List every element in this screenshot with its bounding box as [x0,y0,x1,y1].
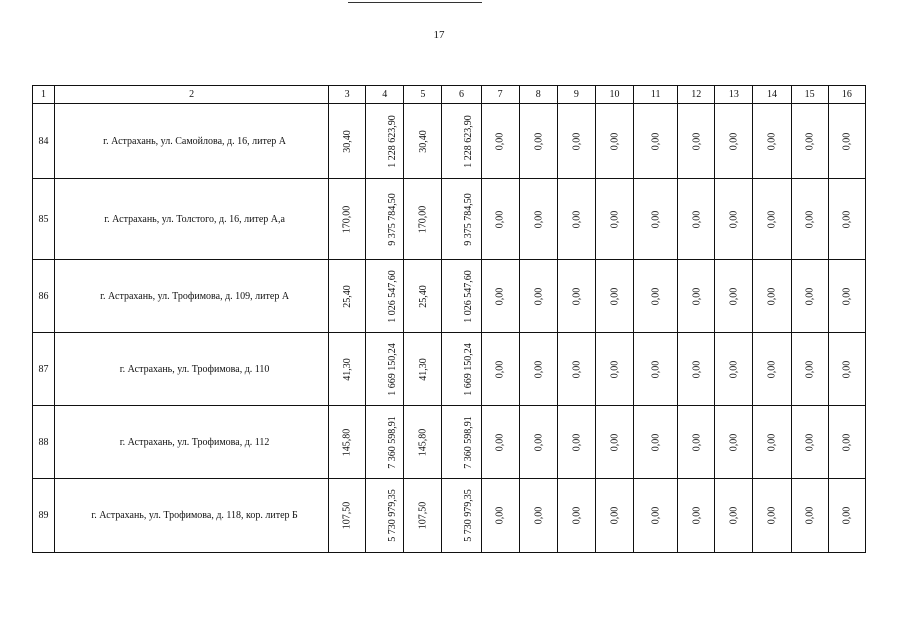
table-row [33,479,866,553]
address-cell [55,260,329,333]
zero-value: 0,00 [532,132,544,150]
zero-value-cell [753,333,791,406]
zero-value-cell [753,104,791,179]
zero-value: 0,00 [841,433,853,451]
zero-value: 0,00 [650,210,662,228]
area-value-cell [404,104,442,179]
zero-value: 0,00 [570,506,582,525]
top-rule [348,2,482,3]
zero-value-cell [519,260,557,333]
column-header: 16 [828,86,865,104]
zero-value: 0,00 [570,287,582,305]
zero-value: 0,00 [804,360,816,378]
area-value: 170,00 [341,205,353,233]
column-header: 2 [55,86,329,104]
cost-value: 1 669 150,24 [386,342,398,396]
address-cell [55,179,329,260]
zero-value: 0,00 [570,360,582,378]
zero-value: 0,00 [728,506,740,525]
zero-value: 0,00 [494,506,506,525]
row-number-cell [33,260,55,333]
column-header: 6 [442,86,481,104]
zero-value-cell [595,333,633,406]
cost-value-cell [366,333,404,406]
cost-value-cell [366,406,404,479]
page-number: 17 [433,29,445,41]
row-number: 88 [38,436,49,448]
zero-value: 0,00 [841,132,853,150]
row-number: 89 [38,510,49,521]
zero-value-cell [595,104,633,179]
zero-value: 0,00 [650,506,662,525]
area-value: 145,80 [341,428,353,456]
address-cell [55,479,329,553]
zero-value: 0,00 [650,433,662,451]
zero-value: 0,00 [690,210,702,228]
zero-value-cell [715,406,753,479]
zero-value: 0,00 [728,132,740,150]
zero-value-cell [753,179,791,260]
zero-value-cell [481,333,519,406]
column-header: 10 [595,86,633,104]
row-number: 86 [38,290,49,302]
zero-value: 0,00 [532,433,544,451]
zero-value: 0,00 [841,360,853,378]
zero-value-cell [715,104,753,179]
zero-value: 0,00 [650,132,662,150]
zero-value: 0,00 [690,132,702,150]
zero-value-cell [828,333,865,406]
column-header: 5 [404,86,442,104]
area-value: 30,40 [341,129,353,153]
zero-value: 0,00 [494,132,506,150]
cost-value: 5 730 979,35 [463,489,475,542]
cost-value: 9 375 784,50 [386,192,398,246]
table-row [33,260,866,333]
zero-value: 0,00 [609,433,621,451]
zero-value-cell [519,479,557,553]
cost-value-cell [442,406,481,479]
zero-value: 0,00 [494,287,506,305]
cost-value: 1 669 150,24 [463,342,475,396]
zero-value: 0,00 [766,433,778,451]
cost-value-cell [442,104,481,179]
row-number-cell [33,333,55,406]
area-value: 25,40 [341,284,353,308]
cost-value-cell [366,260,404,333]
zero-value: 0,00 [690,433,702,451]
column-header: 13 [715,86,753,104]
zero-value-cell [678,333,715,406]
zero-value-cell [791,406,828,479]
zero-value-cell [481,260,519,333]
cost-value-cell [442,479,481,553]
cost-value: 9 375 784,50 [463,192,475,246]
column-header: 9 [557,86,595,104]
zero-value-cell [678,479,715,553]
zero-value-cell [791,104,828,179]
zero-value: 0,00 [766,360,778,378]
cost-value: 7 360 598,91 [386,415,398,469]
zero-value-cell [828,179,865,260]
zero-value-cell [481,179,519,260]
table-row [33,179,866,260]
zero-value-cell [634,104,678,179]
cost-value: 7 360 598,91 [463,415,475,469]
area-value: 107,50 [341,501,353,530]
row-number: 84 [38,135,49,147]
area-value-cell [404,479,442,553]
zero-value: 0,00 [804,132,816,150]
zero-value: 0,00 [841,506,853,525]
address-cell [55,406,329,479]
zero-value: 0,00 [570,132,582,150]
zero-value-cell [678,179,715,260]
zero-value-cell [753,479,791,553]
zero-value: 0,00 [532,360,544,378]
zero-value-cell [791,260,828,333]
table-row [33,406,866,479]
zero-value-cell [519,179,557,260]
column-header: 15 [791,86,828,104]
zero-value: 0,00 [532,287,544,305]
cost-value-cell [366,179,404,260]
area-value-cell [404,179,442,260]
row-number-cell [33,479,55,553]
zero-value-cell [634,406,678,479]
zero-value: 0,00 [494,433,506,451]
zero-value-cell [519,333,557,406]
cost-value: 1 026 547,60 [386,269,398,323]
column-header: 14 [753,86,791,104]
zero-value-cell [557,179,595,260]
zero-value-cell [481,104,519,179]
zero-value: 0,00 [728,210,740,228]
zero-value-cell [557,104,595,179]
address: г. Астрахань, ул. Трофимова, д. 112 [119,436,270,448]
zero-value: 0,00 [650,287,662,305]
zero-value: 0,00 [766,132,778,150]
zero-value: 0,00 [494,210,506,228]
zero-value-cell [595,479,633,553]
zero-value: 0,00 [841,210,853,228]
address-cell [55,333,329,406]
zero-value: 0,00 [609,360,621,378]
area-value-cell [404,260,442,333]
column-header: 3 [329,86,366,104]
zero-value: 0,00 [766,506,778,525]
zero-value: 0,00 [804,287,816,305]
area-value: 107,50 [417,501,429,530]
row-number: 87 [38,363,49,375]
cost-value: 1 026 547,60 [463,269,475,323]
data-table [32,85,866,553]
address-cell [55,104,329,179]
address: г. Астрахань, ул. Самойлова, д. 16, литер А [103,135,286,147]
table-row [33,333,866,406]
zero-value: 0,00 [532,506,544,525]
column-header: 4 [366,86,404,104]
zero-value-cell [828,406,865,479]
zero-value: 0,00 [766,210,778,228]
zero-value: 0,00 [690,287,702,305]
area-value-cell [329,179,366,260]
zero-value: 0,00 [570,210,582,228]
zero-value: 0,00 [804,210,816,228]
address: г. Астрахань, ул. Трофимова, д. 110 [119,363,270,375]
zero-value: 0,00 [532,210,544,228]
zero-value-cell [595,179,633,260]
zero-value-cell [481,479,519,553]
cost-value-cell [442,260,481,333]
cost-value: 5 730 979,35 [386,489,398,542]
zero-value-cell [557,479,595,553]
row-number-cell [33,406,55,479]
area-value-cell [404,406,442,479]
header-row [33,86,866,104]
zero-value: 0,00 [804,506,816,525]
zero-value-cell [715,179,753,260]
row-number-cell [33,179,55,260]
zero-value: 0,00 [650,360,662,378]
zero-value: 0,00 [609,210,621,228]
area-value: 41,30 [341,357,353,381]
zero-value: 0,00 [570,433,582,451]
zero-value-cell [481,406,519,479]
area-value-cell [329,104,366,179]
area-value: 145,80 [417,428,429,456]
zero-value: 0,00 [728,287,740,305]
area-value: 25,40 [417,284,429,308]
zero-value-cell [634,479,678,553]
zero-value-cell [828,479,865,553]
zero-value-cell [557,333,595,406]
zero-value-cell [557,260,595,333]
row-number: 85 [38,213,49,225]
zero-value-cell [791,333,828,406]
zero-value: 0,00 [766,287,778,305]
table-row [33,104,866,179]
zero-value-cell [828,104,865,179]
cost-value-cell [366,104,404,179]
zero-value-cell [715,260,753,333]
area-value: 30,40 [417,129,429,153]
zero-value-cell [791,479,828,553]
column-header: 11 [634,86,678,104]
cost-value-cell [366,479,404,553]
column-header: 8 [519,86,557,104]
zero-value-cell [634,179,678,260]
area-value-cell [329,260,366,333]
address: г. Астрахань, ул. Толстого, д. 16, литер А,а [104,213,285,225]
zero-value: 0,00 [690,360,702,378]
zero-value: 0,00 [728,360,740,378]
column-header: 7 [481,86,519,104]
row-number-cell [33,104,55,179]
zero-value-cell [557,406,595,479]
area-value: 41,30 [417,357,429,381]
area-value-cell [329,333,366,406]
area-value: 170,00 [417,205,429,233]
cost-value: 1 228 623,90 [386,114,398,168]
cost-value: 1 228 623,90 [463,114,475,168]
cost-value-cell [442,179,481,260]
zero-value-cell [678,104,715,179]
column-header: 1 [33,86,55,104]
zero-value-cell [791,179,828,260]
zero-value: 0,00 [690,506,702,525]
zero-value: 0,00 [609,506,621,525]
address: г. Астрахань, ул. Трофимова, д. 109, литер А [100,290,290,302]
zero-value-cell [595,406,633,479]
cost-value-cell [442,333,481,406]
address: г. Астрахань, ул. Трофимова, д. 118, кор. литер Б [91,510,298,521]
area-value-cell [329,406,366,479]
zero-value: 0,00 [728,433,740,451]
zero-value-cell [634,260,678,333]
zero-value: 0,00 [494,360,506,378]
zero-value-cell [595,260,633,333]
zero-value-cell [753,260,791,333]
zero-value-cell [519,104,557,179]
zero-value-cell [828,260,865,333]
zero-value: 0,00 [804,433,816,451]
zero-value: 0,00 [841,287,853,305]
zero-value-cell [678,260,715,333]
zero-value-cell [519,406,557,479]
area-value-cell [404,333,442,406]
zero-value-cell [753,406,791,479]
column-header: 12 [678,86,715,104]
zero-value-cell [634,333,678,406]
zero-value: 0,00 [609,132,621,150]
zero-value-cell [678,406,715,479]
zero-value-cell [715,479,753,553]
zero-value: 0,00 [609,287,621,305]
zero-value-cell [715,333,753,406]
area-value-cell [329,479,366,553]
